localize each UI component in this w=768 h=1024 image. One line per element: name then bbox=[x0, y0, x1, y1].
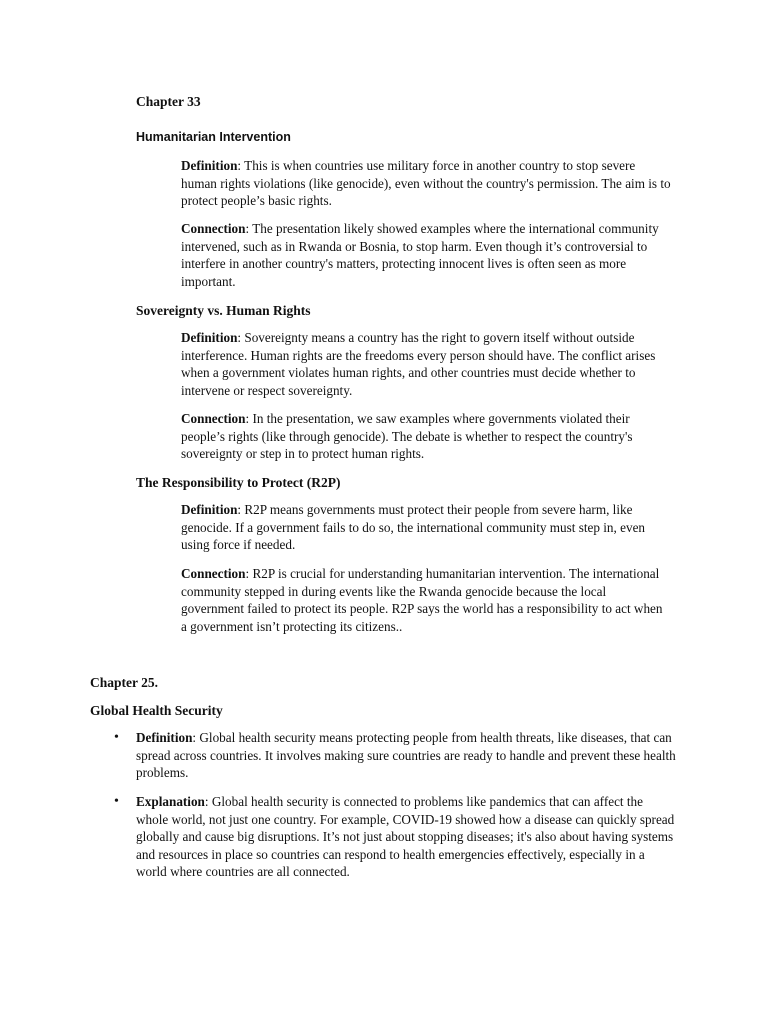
r2p-definition bbox=[181, 501, 671, 554]
global-health-explanation bbox=[136, 793, 676, 881]
definition-text: : This is when countries use military force in another country to stop severe human rights violations (like genocide), even without the country's permission. The aim is to protect people’s basic rights. bbox=[181, 158, 671, 209]
humanitarian-intervention-definition bbox=[181, 157, 671, 210]
sovereignty-definition bbox=[181, 329, 671, 399]
section-heading-r2p: The Responsibility to Protect (R2P) bbox=[136, 475, 341, 490]
definition-label: Definition bbox=[181, 330, 238, 345]
chapter-33-title: Chapter 33 bbox=[136, 94, 201, 109]
r2p-connection bbox=[181, 565, 671, 635]
connection-label: Connection bbox=[181, 566, 246, 581]
section-heading-sovereignty: Sovereignty vs. Human Rights bbox=[136, 303, 311, 318]
global-health-definition bbox=[136, 729, 676, 782]
chapter-25-title: Chapter 25. bbox=[90, 675, 159, 690]
sovereignty-connection bbox=[181, 410, 671, 463]
connection-text: : In the presentation, we saw examples where governments violated their people’s rights (like through genocide). The debate is whether to respect the country's sovereignty or step in to protect human rights. bbox=[181, 411, 633, 462]
bullet-icon: • bbox=[114, 730, 119, 745]
connection-label: Connection bbox=[181, 221, 246, 236]
definition-label: Definition bbox=[181, 502, 238, 517]
definition-text: : Global health security means protecting people from health threats, like diseases, that can spread across countries. It involves making sure countries are ready to handle and prevent these health problems. bbox=[136, 730, 676, 781]
definition-text: : Sovereignty means a country has the right to govern itself without outside interference. Human rights are the freedoms every person should have. The conflict arises when a government violates human rights, and other countries must decide whether to intervene or respect sovereignty. bbox=[181, 330, 656, 398]
definition-text: : R2P means governments must protect their people from severe harm, like genocide. If a government fails to do so, the international community must step in, even using force if needed. bbox=[181, 502, 646, 553]
definition-label: Definition bbox=[136, 730, 193, 745]
connection-label: Connection bbox=[181, 411, 246, 426]
explanation-label: Explanation bbox=[136, 794, 205, 809]
humanitarian-intervention-connection bbox=[181, 220, 671, 290]
connection-text: : The presentation likely showed examples where the international community intervened, such as in Rwanda or Bosnia, to stop harm. Even though it’s controversial to interfere in another country's matters, protecting innocent lives is often seen as more important. bbox=[181, 221, 659, 289]
explanation-text: : Global health security is connected to problems like pandemics that can affect the whole world, not just one country. For example, COVID-19 showed how a disease can quickly spread globally and cause big disruptions. It’s not just about stopping diseases; it's also about having systems and resources in place so countries can respond to health emergencies effectively, especially in a world where countries are all connected. bbox=[136, 794, 675, 880]
connection-text: : R2P is crucial for understanding humanitarian intervention. The international community stepped in during events like the Rwanda genocide because the local government failed to protect its people. R2P says the world has a responsibility to act when a government isn’t protecting its citizens.. bbox=[181, 566, 663, 634]
definition-label: Definition bbox=[181, 158, 238, 173]
section-heading-humanitarian-intervention: Humanitarian Intervention bbox=[136, 130, 291, 144]
section-heading-global-health-security: Global Health Security bbox=[90, 703, 223, 718]
bullet-icon: • bbox=[114, 794, 119, 809]
